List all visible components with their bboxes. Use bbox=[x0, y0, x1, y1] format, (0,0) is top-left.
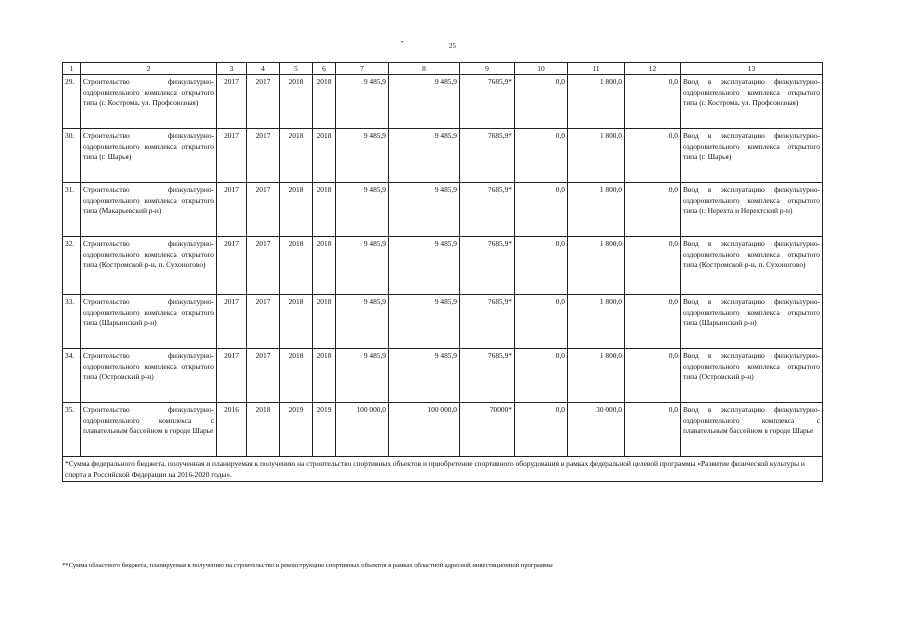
result-cell: Ввод в эксплуатацию физкультурно-оздоровительного комплекса открытого типа (Шарьинский р-н) bbox=[681, 295, 823, 349]
year-cell: 2018 bbox=[313, 295, 336, 349]
header-cell: 1 bbox=[63, 63, 81, 75]
year-cell: 2017 bbox=[217, 237, 247, 295]
year-cell: 2018 bbox=[247, 403, 280, 457]
object-name: Строительство физкультурно-оздоровительного комплекса открытого типа (Макарьевский р-н) bbox=[81, 183, 217, 237]
year-cell: 2017 bbox=[247, 75, 280, 129]
amount-cell: 0,0 bbox=[515, 237, 568, 295]
header-row bbox=[63, 63, 823, 75]
federal-amount-cell: 7685,9* bbox=[460, 75, 515, 129]
year-cell: 2016 bbox=[217, 403, 247, 457]
amount-cell: 0,0 bbox=[625, 75, 681, 129]
header-cell: 2 bbox=[81, 63, 217, 75]
year-cell: 2018 bbox=[313, 75, 336, 129]
year-cell: 2019 bbox=[280, 403, 313, 457]
year-cell: 2017 bbox=[247, 349, 280, 403]
year-cell: 2018 bbox=[280, 129, 313, 183]
year-cell: 2018 bbox=[313, 183, 336, 237]
federal-amount-cell: 7685,9* bbox=[460, 237, 515, 295]
row-number: 31. bbox=[63, 183, 81, 237]
amount-cell: 1 800,0 bbox=[568, 183, 625, 237]
header-cell: 13 bbox=[681, 63, 823, 75]
header-cell: 3 bbox=[217, 63, 247, 75]
federal-amount-cell: 70000* bbox=[460, 403, 515, 457]
object-name: Строительство физкультурно-оздоровительного комплекса открытого типа (г. Кострома, ул. Профсоюзная) bbox=[81, 75, 217, 129]
federal-amount-cell: 7685,9* bbox=[460, 183, 515, 237]
amount-cell: 0,0 bbox=[515, 349, 568, 403]
footnote-regional: **Сумма областного бюджета, планируемая к получению на строительство и реконструкцию спортивных объектов в рамках областной адресной инвестиционной программы bbox=[62, 562, 553, 569]
year-cell: 2018 bbox=[313, 129, 336, 183]
year-cell: 2017 bbox=[217, 129, 247, 183]
amount-cell: 0,0 bbox=[515, 295, 568, 349]
object-name: Строительство физкультурно-оздоровительного комплекса с плавательным бассейном в городе Шарье bbox=[81, 403, 217, 457]
year-cell: 2017 bbox=[247, 183, 280, 237]
table-row bbox=[63, 349, 823, 403]
amount-cell: 9 485,9 bbox=[389, 295, 460, 349]
amount-cell: 9 485,9 bbox=[336, 295, 389, 349]
amount-cell: 1 800,0 bbox=[568, 75, 625, 129]
object-name: Строительство физкультурно-оздоровительного комплекса открытого типа (г. Шарья) bbox=[81, 129, 217, 183]
header-cell: 12 bbox=[625, 63, 681, 75]
amount-cell: 9 485,9 bbox=[389, 237, 460, 295]
amount-cell: 9 485,9 bbox=[336, 237, 389, 295]
page-mark: • bbox=[401, 40, 404, 46]
header-cell: 8 bbox=[389, 63, 460, 75]
table-row bbox=[63, 75, 823, 129]
year-cell: 2017 bbox=[247, 295, 280, 349]
federal-amount-cell: 7685,9* bbox=[460, 129, 515, 183]
year-cell: 2018 bbox=[280, 237, 313, 295]
amount-cell: 0,0 bbox=[625, 237, 681, 295]
year-cell: 2018 bbox=[280, 75, 313, 129]
footnote-row bbox=[63, 457, 823, 482]
result-cell: Ввод в эксплуатацию физкультурно-оздоровительного комплекса открытого типа (г. Кострома, ул. Профсоюзная) bbox=[681, 75, 823, 129]
year-cell: 2017 bbox=[217, 75, 247, 129]
amount-cell: 9 485,9 bbox=[336, 129, 389, 183]
year-cell: 2018 bbox=[280, 183, 313, 237]
year-cell: 2017 bbox=[247, 237, 280, 295]
row-number: 30. bbox=[63, 129, 81, 183]
amount-cell: 1 800,0 bbox=[568, 295, 625, 349]
amount-cell: 9 485,9 bbox=[389, 183, 460, 237]
amount-cell: 0,0 bbox=[515, 75, 568, 129]
row-number: 29. bbox=[63, 75, 81, 129]
year-cell: 2017 bbox=[217, 295, 247, 349]
amount-cell: 9 485,9 bbox=[389, 75, 460, 129]
amount-cell: 0,0 bbox=[625, 129, 681, 183]
footnote-federal: *Сумма федерального бюджета, полученная и планируемая к получению на строительство спортивных объектов и приобретение спортивного оборудования в рамках федеральной целевой программы «Развитие физической культуры и спорта в Российской Федерации на 2016-2020 годы». bbox=[63, 457, 823, 482]
amount-cell: 0,0 bbox=[515, 129, 568, 183]
amount-cell: 100 000,0 bbox=[336, 403, 389, 457]
amount-cell: 1 800,0 bbox=[568, 237, 625, 295]
header-cell: 11 bbox=[568, 63, 625, 75]
table-row bbox=[63, 237, 823, 295]
result-cell: Ввод в эксплуатацию физкультурно-оздоровительного комплекса открытого типа (Костромской р-н, п. Сухоногово) bbox=[681, 237, 823, 295]
result-cell: Ввод в эксплуатацию физкультурно-оздоровительного комплекса открытого типа (Островский р-н) bbox=[681, 349, 823, 403]
year-cell: 2018 bbox=[313, 349, 336, 403]
amount-cell: 9 485,9 bbox=[389, 129, 460, 183]
header-cell: 10 bbox=[515, 63, 568, 75]
amount-cell: 0,0 bbox=[515, 183, 568, 237]
amount-cell: 9 485,9 bbox=[336, 349, 389, 403]
table-row bbox=[63, 183, 823, 237]
year-cell: 2019 bbox=[313, 403, 336, 457]
amount-cell: 0,0 bbox=[625, 183, 681, 237]
header-cell: 4 bbox=[247, 63, 280, 75]
year-cell: 2018 bbox=[280, 349, 313, 403]
amount-cell: 0,0 bbox=[625, 349, 681, 403]
year-cell: 2018 bbox=[280, 295, 313, 349]
amount-cell: 1 800,0 bbox=[568, 129, 625, 183]
year-cell: 2017 bbox=[217, 183, 247, 237]
amount-cell: 1 800,0 bbox=[568, 349, 625, 403]
federal-amount-cell: 7685,9* bbox=[460, 349, 515, 403]
header-cell: 9 bbox=[460, 63, 515, 75]
page-number: 25 bbox=[449, 42, 456, 50]
year-cell: 2017 bbox=[247, 129, 280, 183]
amount-cell: 0,0 bbox=[515, 403, 568, 457]
amount-cell: 9 485,9 bbox=[336, 183, 389, 237]
amount-cell: 30 000,0 bbox=[568, 403, 625, 457]
amount-cell: 9 485,9 bbox=[389, 349, 460, 403]
year-cell: 2017 bbox=[217, 349, 247, 403]
header-cell: 7 bbox=[336, 63, 389, 75]
result-cell: Ввод в эксплуатацию физкультурно-оздоровительного комплекса открытого типа (г. Шарья) bbox=[681, 129, 823, 183]
row-number: 32. bbox=[63, 237, 81, 295]
row-number: 35. bbox=[63, 403, 81, 457]
amount-cell: 100 000,0 bbox=[389, 403, 460, 457]
investment-table bbox=[62, 62, 823, 482]
header-cell: 6 bbox=[313, 63, 336, 75]
result-cell: Ввод в эксплуатацию физкультурно-оздоровительного комплекса открытого типа (г. Нерехта и Нерехтский р-н) bbox=[681, 183, 823, 237]
year-cell: 2018 bbox=[313, 237, 336, 295]
header-cell: 5 bbox=[280, 63, 313, 75]
amount-cell: 9 485,9 bbox=[336, 75, 389, 129]
row-number: 34. bbox=[63, 349, 81, 403]
object-name: Строительство физкультурно-оздоровительного комплекса открытого типа (Костромской р-н, п. Сухоногово) bbox=[81, 237, 217, 295]
table-row bbox=[63, 129, 823, 183]
object-name: Строительство физкультурно-оздоровительного комплекса открытого типа (Шарьинский р-н) bbox=[81, 295, 217, 349]
amount-cell: 0,0 bbox=[625, 403, 681, 457]
object-name: Строительство физкультурно-оздоровительного комплекса открытого типа (Островский р-н) bbox=[81, 349, 217, 403]
table-row bbox=[63, 295, 823, 349]
amount-cell: 0,0 bbox=[625, 295, 681, 349]
row-number: 33. bbox=[63, 295, 81, 349]
result-cell: Ввод в эксплуатацию физкультурно-оздоровительного комплекса с плавательным бассейном в городе Шарье bbox=[681, 403, 823, 457]
table-row bbox=[63, 403, 823, 457]
federal-amount-cell: 7685,9* bbox=[460, 295, 515, 349]
